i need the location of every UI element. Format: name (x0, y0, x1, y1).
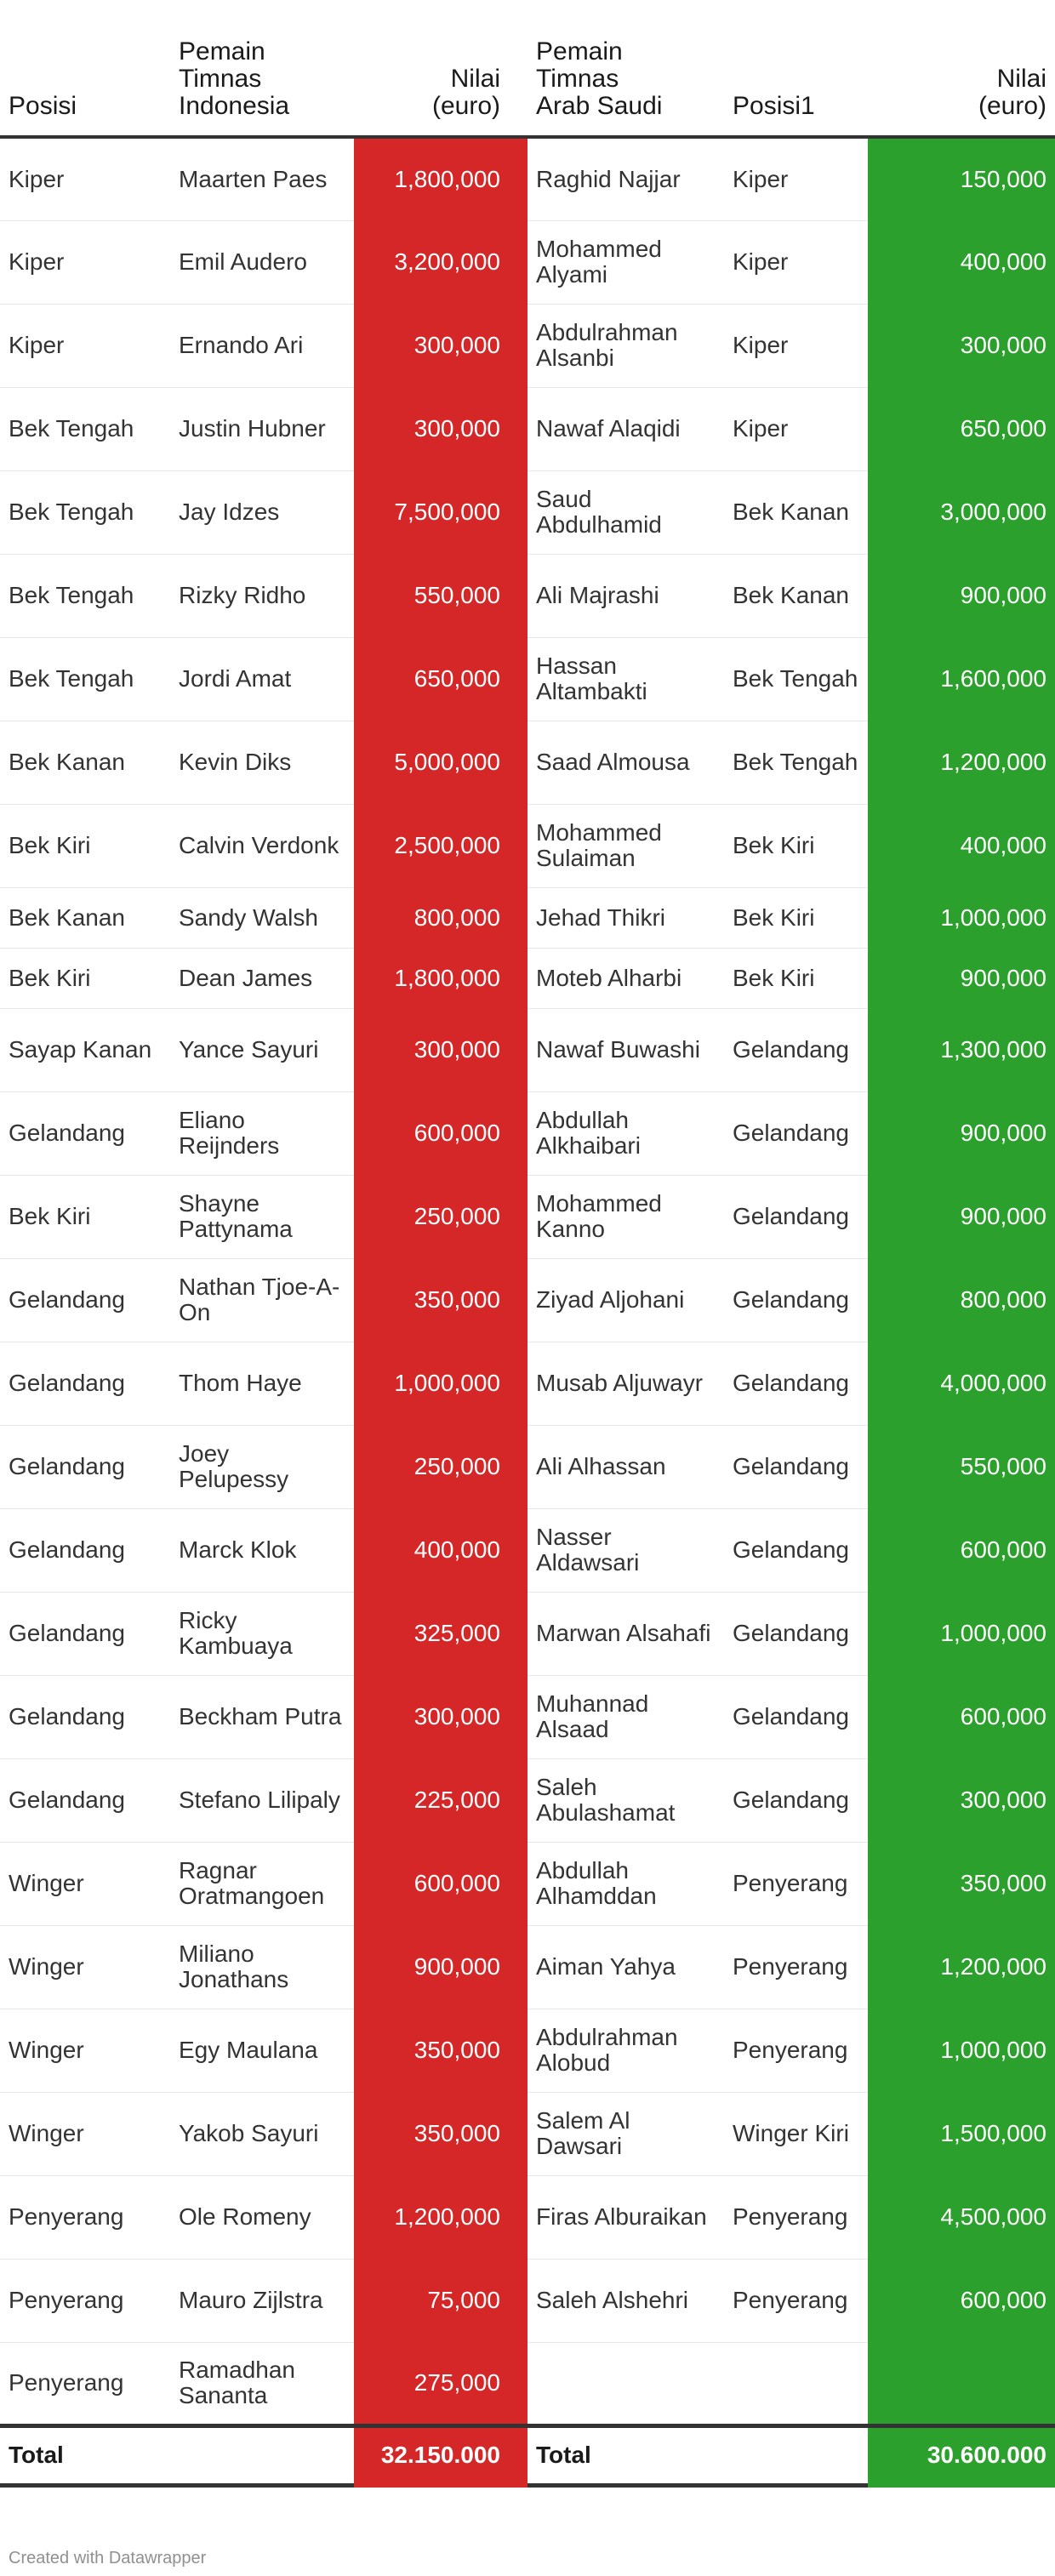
table-row (0, 387, 1055, 470)
cell-pemain-arab-saudi: Nawaf Alaqidi (528, 387, 724, 470)
cell-nilai-indonesia: 600,000 (354, 1842, 528, 1925)
cell-nilai-arab-saudi: 1,500,000 (868, 2092, 1055, 2175)
cell-nilai-arab-saudi: 900,000 (868, 948, 1055, 1008)
table-row (0, 1425, 1055, 1508)
header-nilai-indonesia[interactable]: Nilai (euro) (354, 0, 528, 137)
header-pemain-indonesia[interactable]: Pemain Timnas Indonesia (170, 0, 354, 137)
cell-pemain-indonesia: Nathan Tjoe-A-On (170, 1258, 354, 1342)
cell-pemain-arab-saudi: Muhannad Alsaad (528, 1675, 724, 1758)
cell-nilai-indonesia: 275,000 (354, 2342, 528, 2425)
table-row (0, 2092, 1055, 2175)
cell-posisi: Penyerang (0, 2175, 170, 2259)
cell-posisi: Winger (0, 2092, 170, 2175)
cell-nilai-arab-saudi: 400,000 (868, 220, 1055, 304)
cell-posisi: Gelandang (0, 1342, 170, 1425)
cell-nilai-indonesia: 1,000,000 (354, 1342, 528, 1425)
cell-pemain-arab-saudi: Abdulrahman Alsanbi (528, 304, 724, 387)
cell-nilai-arab-saudi: 900,000 (868, 1175, 1055, 1258)
cell-pemain-arab-saudi: Abdullah Alkhaibari (528, 1091, 724, 1175)
table-row (0, 2009, 1055, 2092)
table-row (0, 220, 1055, 304)
cell-posisi: Kiper (0, 220, 170, 304)
cell-posisi: Bek Tengah (0, 387, 170, 470)
cell-nilai-indonesia: 250,000 (354, 1425, 528, 1508)
cell-posisi: Winger (0, 1925, 170, 2009)
table-row (0, 137, 1055, 220)
header-row (0, 0, 1055, 137)
cell-pemain-arab-saudi: Ali Alhassan (528, 1425, 724, 1508)
cell-posisi: Gelandang (0, 1508, 170, 1592)
table-row (0, 2342, 1055, 2425)
total-label-arab-saudi: Total (528, 2425, 724, 2485)
cell-pemain-arab-saudi: Marwan Alsahafi (528, 1592, 724, 1675)
cell-pemain-indonesia: Jay Idzes (170, 470, 354, 554)
cell-posisi: Kiper (0, 304, 170, 387)
table-row (0, 2259, 1055, 2342)
cell-posisi1: Bek Tengah (724, 721, 868, 804)
header-nilai-arab-saudi[interactable]: Nilai (euro) (868, 0, 1055, 137)
cell-posisi1: Gelandang (724, 1342, 868, 1425)
table-row (0, 637, 1055, 721)
cell-posisi1: Bek Kanan (724, 470, 868, 554)
cell-pemain-indonesia: Ramadhan Sananta (170, 2342, 354, 2425)
cell-posisi: Winger (0, 1842, 170, 1925)
table-row (0, 948, 1055, 1008)
cell-pemain-indonesia: Dean James (170, 948, 354, 1008)
cell-posisi: Bek Kiri (0, 804, 170, 887)
cell-nilai-arab-saudi: 4,000,000 (868, 1342, 1055, 1425)
cell-posisi: Gelandang (0, 1258, 170, 1342)
cell-posisi1: Kiper (724, 304, 868, 387)
cell-pemain-arab-saudi: Abdullah Alhamddan (528, 1842, 724, 1925)
cell-posisi1: Gelandang (724, 1592, 868, 1675)
cell-nilai-indonesia: 325,000 (354, 1592, 528, 1675)
cell-pemain-indonesia: Kevin Diks (170, 721, 354, 804)
cell-pemain-arab-saudi (528, 2342, 724, 2425)
table-row (0, 1008, 1055, 1091)
cell-pemain-indonesia: Ragnar Oratmangoen (170, 1842, 354, 1925)
cell-pemain-arab-saudi: Nasser Aldawsari (528, 1508, 724, 1592)
cell-nilai-indonesia: 800,000 (354, 887, 528, 948)
cell-posisi1: Bek Kiri (724, 804, 868, 887)
cell-posisi1: Gelandang (724, 1091, 868, 1175)
cell-posisi1: Gelandang (724, 1758, 868, 1842)
cell-posisi: Kiper (0, 137, 170, 220)
cell-posisi: Penyerang (0, 2342, 170, 2425)
cell-pemain-arab-saudi: Saad Almousa (528, 721, 724, 804)
cell-nilai-indonesia: 5,000,000 (354, 721, 528, 804)
cell-nilai-arab-saudi: 4,500,000 (868, 2175, 1055, 2259)
cell-posisi: Penyerang (0, 2259, 170, 2342)
cell-nilai-arab-saudi: 1,200,000 (868, 1925, 1055, 2009)
header-pemain-arab-saudi[interactable]: Pemain Timnas Arab Saudi (528, 0, 724, 137)
table-footer (0, 2425, 1055, 2485)
cell-pemain-indonesia: Marck Klok (170, 1508, 354, 1592)
cell-posisi: Bek Kanan (0, 887, 170, 948)
cell-pemain-arab-saudi: Saleh Alshehri (528, 2259, 724, 2342)
cell-nilai-arab-saudi: 1,600,000 (868, 637, 1055, 721)
cell-nilai-arab-saudi: 150,000 (868, 137, 1055, 220)
cell-posisi: Bek Tengah (0, 637, 170, 721)
table-row (0, 1091, 1055, 1175)
cell-pemain-arab-saudi: Hassan Altambakti (528, 637, 724, 721)
table-row (0, 304, 1055, 387)
cell-pemain-arab-saudi: Jehad Thikri (528, 887, 724, 948)
cell-nilai-arab-saudi: 900,000 (868, 1091, 1055, 1175)
datawrapper-credit: Created with Datawrapper (9, 2549, 207, 2567)
cell-nilai-arab-saudi: 300,000 (868, 304, 1055, 387)
table-row (0, 1258, 1055, 1342)
cell-pemain-arab-saudi: Firas Alburaikan (528, 2175, 724, 2259)
table-body (0, 137, 1055, 2425)
cell-posisi1: Penyerang (724, 1925, 868, 2009)
cell-pemain-indonesia: Thom Haye (170, 1342, 354, 1425)
total-empty-1 (170, 2425, 354, 2485)
cell-posisi: Bek Kiri (0, 948, 170, 1008)
cell-posisi1: Bek Kiri (724, 948, 868, 1008)
table-row (0, 1758, 1055, 1842)
table-row (0, 1508, 1055, 1592)
cell-pemain-indonesia: Joey Pelupessy (170, 1425, 354, 1508)
cell-pemain-indonesia: Shayne Pattynama (170, 1175, 354, 1258)
cell-nilai-arab-saudi: 1,000,000 (868, 887, 1055, 948)
cell-posisi: Gelandang (0, 1592, 170, 1675)
cell-posisi: Gelandang (0, 1758, 170, 1842)
cell-pemain-indonesia: Sandy Walsh (170, 887, 354, 948)
table-row (0, 1592, 1055, 1675)
cell-nilai-indonesia: 300,000 (354, 1008, 528, 1091)
cell-posisi1: Gelandang (724, 1008, 868, 1091)
cell-posisi1: Bek Kanan (724, 554, 868, 637)
cell-nilai-indonesia: 3,200,000 (354, 220, 528, 304)
cell-posisi: Gelandang (0, 1675, 170, 1758)
total-empty-4 (724, 2425, 868, 2485)
cell-nilai-indonesia: 350,000 (354, 2009, 528, 2092)
cell-nilai-arab-saudi: 600,000 (868, 1508, 1055, 1592)
cell-pemain-arab-saudi: Raghid Najjar (528, 137, 724, 220)
cell-nilai-indonesia: 300,000 (354, 304, 528, 387)
cell-pemain-indonesia: Mauro Zijlstra (170, 2259, 354, 2342)
cell-pemain-arab-saudi: Ziyad Aljohani (528, 1258, 724, 1342)
cell-pemain-indonesia: Maarten Paes (170, 137, 354, 220)
cell-pemain-arab-saudi: Saud Abdulhamid (528, 470, 724, 554)
cell-nilai-arab-saudi: 1,000,000 (868, 2009, 1055, 2092)
cell-nilai-arab-saudi: 600,000 (868, 2259, 1055, 2342)
cell-posisi1: Gelandang (724, 1425, 868, 1508)
cell-nilai-arab-saudi: 350,000 (868, 1842, 1055, 1925)
cell-nilai-arab-saudi: 900,000 (868, 554, 1055, 637)
total-value-indonesia: 32.150.000 (354, 2425, 528, 2485)
table-row (0, 887, 1055, 948)
cell-posisi: Bek Kiri (0, 1175, 170, 1258)
cell-nilai-indonesia: 75,000 (354, 2259, 528, 2342)
cell-nilai-arab-saudi: 1,200,000 (868, 721, 1055, 804)
cell-pemain-indonesia: Yakob Sayuri (170, 2092, 354, 2175)
cell-posisi1: Gelandang (724, 1675, 868, 1758)
cell-nilai-indonesia: 250,000 (354, 1175, 528, 1258)
cell-nilai-indonesia: 600,000 (354, 1091, 528, 1175)
cell-nilai-indonesia: 1,200,000 (354, 2175, 528, 2259)
cell-posisi1: Kiper (724, 387, 868, 470)
cell-nilai-indonesia: 7,500,000 (354, 470, 528, 554)
total-label-indonesia: Total (0, 2425, 170, 2485)
cell-nilai-arab-saudi: 3,000,000 (868, 470, 1055, 554)
table-row (0, 554, 1055, 637)
cell-nilai-indonesia: 1,800,000 (354, 948, 528, 1008)
cell-nilai-indonesia: 350,000 (354, 1258, 528, 1342)
cell-pemain-arab-saudi: Saleh Abulashamat (528, 1758, 724, 1842)
cell-nilai-indonesia: 2,500,000 (354, 804, 528, 887)
cell-pemain-indonesia: Ricky Kambuaya (170, 1592, 354, 1675)
cell-nilai-arab-saudi: 650,000 (868, 387, 1055, 470)
cell-posisi: Bek Tengah (0, 470, 170, 554)
cell-nilai-indonesia: 900,000 (354, 1925, 528, 2009)
cell-pemain-indonesia: Ole Romeny (170, 2175, 354, 2259)
cell-posisi: Bek Tengah (0, 554, 170, 637)
cell-posisi1: Bek Kiri (724, 887, 868, 948)
table-row (0, 2175, 1055, 2259)
cell-pemain-indonesia: Ernando Ari (170, 304, 354, 387)
table-row (0, 721, 1055, 804)
cell-posisi1: Penyerang (724, 2009, 868, 2092)
cell-pemain-arab-saudi: Nawaf Buwashi (528, 1008, 724, 1091)
cell-posisi: Sayap Kanan (0, 1008, 170, 1091)
cell-nilai-arab-saudi: 300,000 (868, 1758, 1055, 1842)
cell-nilai-indonesia: 1,800,000 (354, 137, 528, 220)
cell-posisi1: Penyerang (724, 2259, 868, 2342)
cell-posisi: Gelandang (0, 1425, 170, 1508)
cell-pemain-indonesia: Jordi Amat (170, 637, 354, 721)
cell-posisi1: Kiper (724, 137, 868, 220)
cell-nilai-indonesia: 225,000 (354, 1758, 528, 1842)
cell-nilai-arab-saudi: 1,000,000 (868, 1592, 1055, 1675)
cell-nilai-arab-saudi: 600,000 (868, 1675, 1055, 1758)
cell-pemain-arab-saudi: Ali Majrashi (528, 554, 724, 637)
table-row (0, 804, 1055, 887)
cell-pemain-arab-saudi: Musab Aljuwayr (528, 1342, 724, 1425)
cell-pemain-indonesia: Rizky Ridho (170, 554, 354, 637)
table-row (0, 1675, 1055, 1758)
cell-posisi1: Gelandang (724, 1508, 868, 1592)
cell-pemain-indonesia: Yance Sayuri (170, 1008, 354, 1091)
cell-nilai-indonesia: 650,000 (354, 637, 528, 721)
cell-posisi1: Kiper (724, 220, 868, 304)
cell-posisi1: Penyerang (724, 2175, 868, 2259)
table-row (0, 1342, 1055, 1425)
cell-pemain-arab-saudi: Aiman Yahya (528, 1925, 724, 2009)
cell-nilai-arab-saudi: 800,000 (868, 1258, 1055, 1342)
cell-posisi1: Bek Tengah (724, 637, 868, 721)
table-header (0, 0, 1055, 137)
cell-nilai-indonesia: 300,000 (354, 387, 528, 470)
header-posisi[interactable]: Posisi (0, 0, 170, 137)
cell-pemain-arab-saudi: Moteb Alharbi (528, 948, 724, 1008)
table-row (0, 1842, 1055, 1925)
table-row (0, 1175, 1055, 1258)
cell-pemain-indonesia: Miliano Jonathans (170, 1925, 354, 2009)
cell-posisi1: Gelandang (724, 1175, 868, 1258)
cell-pemain-arab-saudi: Mohammed Alyami (528, 220, 724, 304)
cell-posisi: Gelandang (0, 1091, 170, 1175)
cell-pemain-indonesia: Eliano Reijnders (170, 1091, 354, 1175)
cell-pemain-arab-saudi: Salem Al Dawsari (528, 2092, 724, 2175)
cell-pemain-indonesia: Egy Maulana (170, 2009, 354, 2092)
cell-posisi1: Gelandang (724, 1258, 868, 1342)
cell-nilai-arab-saudi: 550,000 (868, 1425, 1055, 1508)
table-row (0, 1925, 1055, 2009)
total-value-arab-saudi: 30.600.000 (868, 2425, 1055, 2485)
cell-pemain-indonesia: Stefano Lilipaly (170, 1758, 354, 1842)
cell-pemain-indonesia: Calvin Verdonk (170, 804, 354, 887)
cell-pemain-indonesia: Beckham Putra (170, 1675, 354, 1758)
cell-pemain-arab-saudi: Mohammed Sulaiman (528, 804, 724, 887)
cell-nilai-arab-saudi: 1,300,000 (868, 1008, 1055, 1091)
cell-nilai-indonesia: 350,000 (354, 2092, 528, 2175)
cell-posisi: Winger (0, 2009, 170, 2092)
cell-pemain-arab-saudi: Mohammed Kanno (528, 1175, 724, 1258)
cell-nilai-arab-saudi (868, 2342, 1055, 2425)
header-posisi1[interactable]: Posisi1 (724, 0, 868, 137)
table-row (0, 470, 1055, 554)
cell-pemain-indonesia: Justin Hubner (170, 387, 354, 470)
cell-posisi1 (724, 2342, 868, 2425)
cell-posisi1: Winger Kiri (724, 2092, 868, 2175)
cell-pemain-indonesia: Emil Audero (170, 220, 354, 304)
cell-nilai-indonesia: 550,000 (354, 554, 528, 637)
total-row (0, 2425, 1055, 2485)
cell-posisi1: Penyerang (724, 1842, 868, 1925)
cell-posisi: Bek Kanan (0, 721, 170, 804)
cell-pemain-arab-saudi: Abdulrahman Alobud (528, 2009, 724, 2092)
cell-nilai-arab-saudi: 400,000 (868, 804, 1055, 887)
cell-nilai-indonesia: 300,000 (354, 1675, 528, 1758)
cell-nilai-indonesia: 400,000 (354, 1508, 528, 1592)
